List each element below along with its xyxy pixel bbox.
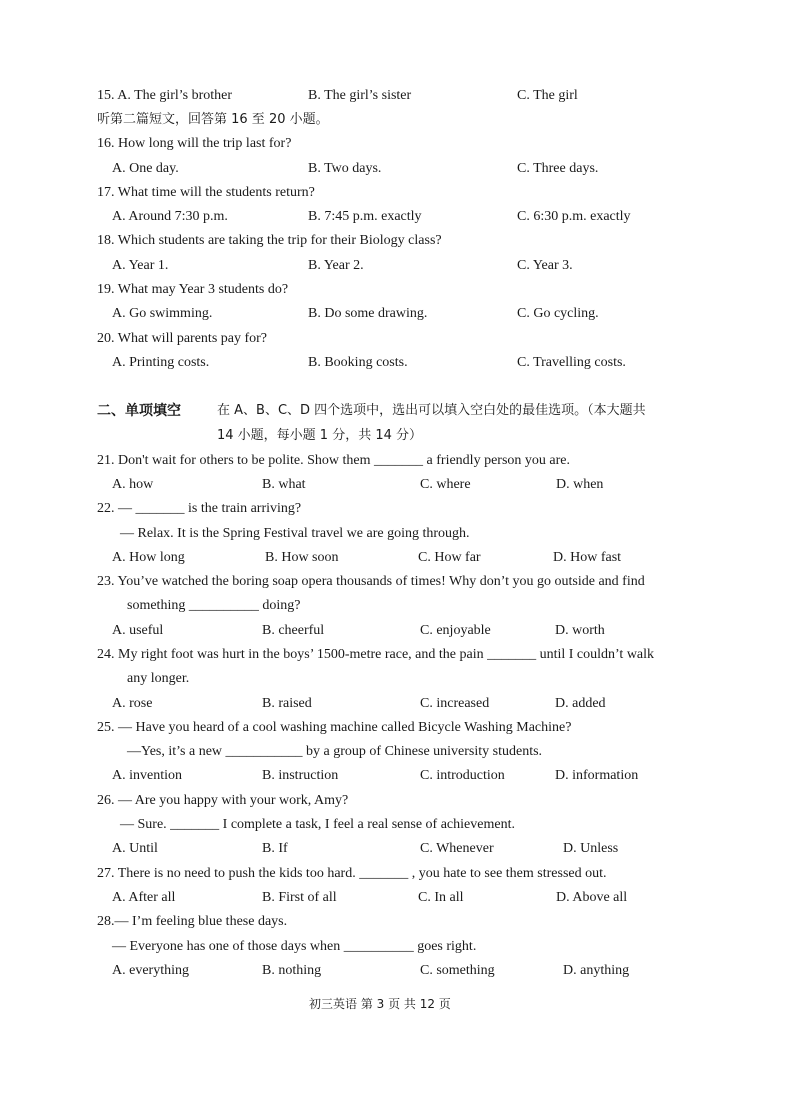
q23-stem-continued: something __________ doing? (127, 598, 301, 613)
q19-option-a: A. Go swimming. (112, 306, 213, 321)
q17-option-a: A. Around 7:30 p.m. (112, 209, 228, 224)
q27-stem: 27. There is no need to push the kids too hard. _______ , you hate to see them stressed out. (97, 866, 607, 881)
q21-option-b: B. what (262, 477, 306, 492)
q24-option-d: D. added (555, 696, 606, 711)
q25-stem: 25. — Have you heard of a cool washing machine called Bicycle Washing Machine? (97, 720, 572, 735)
q24-stem: 24. My right foot was hurt in the boys’ 1500-metre race, and the pain _______ until I couldn’t walk (97, 647, 655, 662)
q16-stem: 16. How long will the trip last for? (97, 136, 292, 151)
q18-option-a: A. Year 1. (112, 258, 169, 273)
q22-option-a: A. How long (112, 550, 185, 565)
section-description-line1: 在 A、B、C、D 四个选项中，选出可以填入空白处的最佳选项。（本大题共 (217, 403, 646, 418)
q15-option-c: C. The girl (517, 88, 578, 103)
q28-stem: 28.— I’m feeling blue these days. (97, 914, 288, 929)
q16-option-b: B. Two days. (308, 161, 382, 176)
q22-option-d: D. How fast (553, 550, 622, 565)
q20-stem: 20. What will parents pay for? (97, 331, 268, 346)
q23-stem: 23. You’ve watched the boring soap opera thousands of times! Why don’t you go outside and find (97, 574, 645, 589)
q27-option-b: B. First of all (262, 890, 337, 905)
q26-option-c: C. Whenever (420, 841, 494, 856)
q22-option-c: C. How far (418, 550, 481, 565)
q21-stem: 21. Don't wait for others to be polite. Show them _______ a friendly person you are. (97, 453, 570, 468)
q28-option-c: C. something (420, 963, 495, 978)
q27-option-c: C. In all (418, 890, 464, 905)
q25-option-c: C. introduction (420, 768, 505, 783)
q15-option-a: 15. A. The girl’s brother (97, 88, 233, 103)
q22-stem: 22. — _______ is the train arriving? (97, 501, 302, 516)
q25-reply: —Yes, it’s a new ___________ by a group of Chinese university students. (127, 744, 543, 759)
section-description-line2: 14 小题，每小题 1 分，共 14 分） (217, 428, 423, 443)
q25-option-b: B. instruction (262, 768, 339, 783)
q28-option-a: A. everything (112, 963, 189, 978)
q26-stem: 26. — Are you happy with your work, Amy? (97, 793, 349, 808)
q15-option-b: B. The girl’s sister (308, 88, 412, 103)
section-title: 二、单项填空 (97, 403, 181, 419)
q21-option-a: A. how (112, 477, 154, 492)
q23-option-b: B. cheerful (262, 623, 325, 638)
q16-option-a: A. One day. (112, 161, 179, 176)
q26-option-b: B. If (262, 841, 288, 856)
q20-option-c: C. Travelling costs. (517, 355, 626, 370)
q24-stem-continued: any longer. (127, 671, 190, 686)
q23-option-c: C. enjoyable (420, 623, 491, 638)
q17-option-c: C. 6:30 p.m. exactly (517, 209, 631, 224)
q24-option-c: C. increased (420, 696, 490, 711)
q21-option-c: C. where (420, 477, 471, 492)
q27-option-a: A. After all (112, 890, 176, 905)
q18-stem: 18. Which students are taking the trip for their Biology class? (97, 233, 442, 248)
q26-option-d: D. Unless (563, 841, 619, 856)
q26-reply: — Sure. _______ I complete a task, I feel a real sense of achievement. (120, 817, 515, 832)
q26-option-a: A. Until (112, 841, 158, 856)
q27-option-d: D. Above all (556, 890, 628, 905)
listening-instruction: 听第二篇短文，回答第 16 至 20 小题。 (97, 112, 329, 127)
q19-option-c: C. Go cycling. (517, 306, 599, 321)
q19-stem: 19. What may Year 3 students do? (97, 282, 289, 297)
q16-option-c: C. Three days. (517, 161, 599, 176)
q23-option-d: D. worth (555, 623, 605, 638)
page-footer: 初三英语 第 3 页 共 12 页 (309, 997, 451, 1011)
q18-option-b: B. Year 2. (308, 258, 364, 273)
q20-option-b: B. Booking costs. (308, 355, 408, 370)
q24-option-a: A. rose (112, 696, 153, 711)
q25-option-d: D. information (555, 768, 639, 783)
q21-option-d: D. when (556, 477, 604, 492)
q28-option-d: D. anything (563, 963, 630, 978)
q25-option-a: A. invention (112, 768, 182, 783)
q28-reply: — Everyone has one of those days when __________ goes right. (112, 939, 477, 954)
q22-option-b: B. How soon (265, 550, 339, 565)
q17-option-b: B. 7:45 p.m. exactly (308, 209, 422, 224)
q28-option-b: B. nothing (262, 963, 322, 978)
q20-option-a: A. Printing costs. (112, 355, 210, 370)
q22-reply: — Relax. It is the Spring Festival travel we are going through. (120, 526, 470, 541)
q17-stem: 17. What time will the students return? (97, 185, 315, 200)
q24-option-b: B. raised (262, 696, 312, 711)
q18-option-c: C. Year 3. (517, 258, 573, 273)
q23-option-a: A. useful (112, 623, 164, 638)
q19-option-b: B. Do some drawing. (308, 306, 428, 321)
